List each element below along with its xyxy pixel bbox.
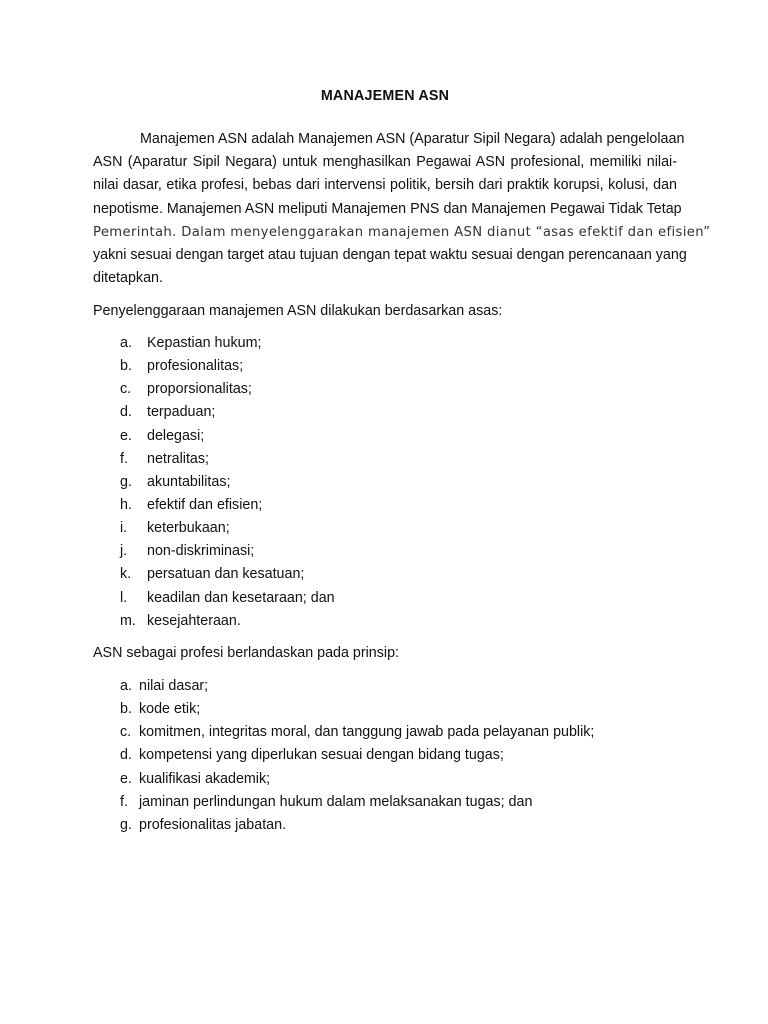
list-item-text: terpaduan; [147,404,216,421]
list-marker: b. [120,701,132,718]
list-marker: d. [120,747,132,764]
list-item-text: komitmen, integritas moral, dan tanggung jawab pada pelayanan publik; [139,724,595,741]
intro-line: ditetapkan. [93,270,163,287]
prinsip-heading: ASN sebagai profesi berlandaskan pada prinsip: [93,645,399,661]
list-item-text: kualifikasi akademik; [139,770,271,787]
list-item-text: keadilan dan kesetaraan; dan [147,589,335,606]
list-marker: i. [120,520,128,537]
intro-line: ASN (Aparatur Sipil Negara) untuk menghasilkan Pegawai ASN profesional, memiliki nilai- [93,154,677,171]
list-marker: f. [120,793,128,810]
list-marker: g. [120,473,132,490]
document-title: MANAJEMEN ASN [320,88,450,104]
list-item-text: delegasi; [147,427,205,444]
list-marker: d. [120,404,132,421]
list-item-text: keterbukaan; [147,520,230,537]
list-marker: k. [120,566,132,583]
list-item-text: nilai dasar; [139,678,209,694]
list-marker: g. [120,816,132,833]
list-marker: b. [120,358,132,375]
list-item-text: proporsionalitas; [147,381,252,398]
list-item-text: kesejahteraan. [147,612,241,629]
list-marker: f. [120,450,128,467]
list-marker: h. [120,496,132,513]
list-item-text: profesionalitas; [147,358,244,375]
list-marker: c. [120,381,132,398]
intro-line: Manajemen ASN adalah Manajemen ASN (Aparatur Sipil Negara) adalah pengelolaan [140,131,685,147]
list-marker: e. [120,770,132,787]
list-marker: a. [120,678,132,694]
intro-line: Pemerintah. Dalam menyelenggarakan manajemen ASN dianut “asas efektif dan efisien” [93,224,711,240]
intro-line: nilai dasar, etika profesi, bebas dari intervensi politik, bersih dari praktik korupsi, kolusi, dan [93,177,677,194]
asas-heading: Penyelenggaraan manajemen ASN dilakukan berdasarkan asas: [93,303,503,319]
list-marker: m. [120,612,136,629]
list-item-text: kode etik; [139,701,201,718]
list-item-text: profesionalitas jabatan. [139,816,287,833]
list-marker: e. [120,427,132,444]
list-item-text: efektif dan efisien; [147,496,263,513]
list-item-text: persatuan dan kesatuan; [147,566,305,583]
list-item-text: Kepastian hukum; [147,335,262,351]
list-item-text: kompetensi yang diperlukan sesuai dengan bidang tugas; [139,747,504,764]
list-marker: j. [120,543,128,560]
list-marker: a. [120,335,132,351]
intro-line: yakni sesuai dengan target atau tujuan dengan tepat waktu sesuai dengan perencanaan yang [93,246,687,263]
intro-paragraph [93,128,711,290]
list-item-text: netralitas; [147,450,209,467]
list-item-text: jaminan perlindungan hukum dalam melaksanakan tugas; dan [139,793,533,810]
list-marker: l. [120,589,128,606]
intro-line: nepotisme. Manajemen ASN meliputi Manajemen PNS dan Manajemen Pegawai Tidak Tetap [93,200,682,217]
list-marker: c. [120,724,132,741]
list-item-text: non-diskriminasi; [147,543,255,560]
list-item-text: akuntabilitas; [147,473,231,490]
